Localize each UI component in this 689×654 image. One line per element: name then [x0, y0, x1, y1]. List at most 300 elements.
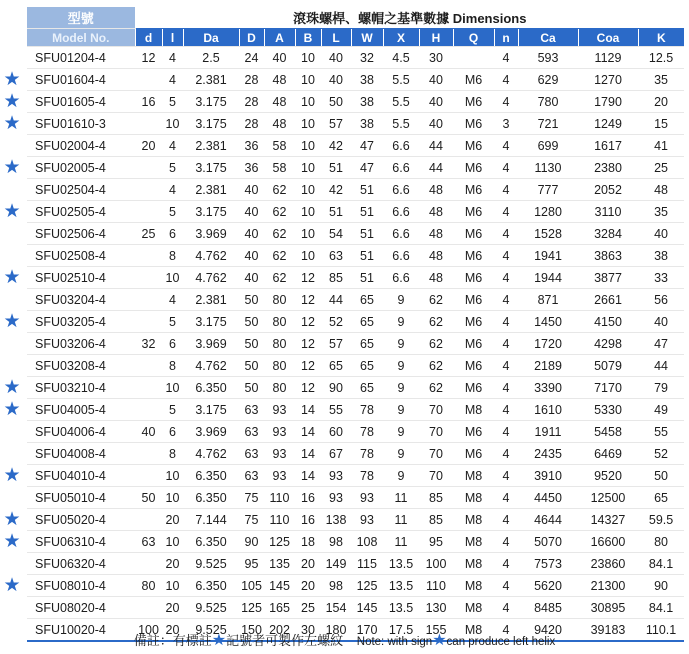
- cell-d: 63: [239, 465, 264, 487]
- cell-x: 6.6: [383, 179, 419, 201]
- cell-da: 3.969: [183, 333, 239, 355]
- cell-l: 4: [162, 69, 183, 91]
- cell-d: 16: [135, 91, 162, 113]
- cell-d: 40: [239, 201, 264, 223]
- cell-k: 12.5: [638, 47, 684, 69]
- cell-h: 48: [419, 245, 453, 267]
- model-cell: SFU03206-4: [27, 333, 135, 355]
- cell-coa: 5458: [578, 421, 638, 443]
- cell-h: 100: [419, 553, 453, 575]
- cell-n: 4: [494, 443, 518, 465]
- cell-h: 70: [419, 399, 453, 421]
- cell-coa: 1790: [578, 91, 638, 113]
- cell-b: 14: [295, 465, 321, 487]
- cell-b: 12: [295, 377, 321, 399]
- cell-a: 145: [264, 575, 295, 597]
- cell-q: M6: [453, 311, 494, 333]
- cell-l: 63: [321, 245, 351, 267]
- column-header-coa: Coa: [578, 29, 638, 47]
- dimensions-title: 滾珠螺桿、螺帽之基準數據 Dimensions: [135, 7, 684, 29]
- cell-w: 93: [351, 487, 383, 509]
- cell-a: 93: [264, 465, 295, 487]
- cell-l: 50: [321, 91, 351, 113]
- cell-ca: 2435: [518, 443, 578, 465]
- cell-l: 5: [162, 157, 183, 179]
- cell-k: 79: [638, 377, 684, 399]
- cell-b: 20: [295, 553, 321, 575]
- cell-da: 4.762: [183, 267, 239, 289]
- cell-q: [453, 47, 494, 69]
- cell-l: 10: [162, 377, 183, 399]
- cell-ca: 629: [518, 69, 578, 91]
- cell-d: [135, 245, 162, 267]
- cell-q: M6: [453, 289, 494, 311]
- cell-ca: 1450: [518, 311, 578, 333]
- model-cell: SFU03205-4: [27, 311, 135, 333]
- cell-x: 9: [383, 311, 419, 333]
- cell-coa: 3877: [578, 267, 638, 289]
- cell-b: 10: [295, 179, 321, 201]
- cell-l: 10: [162, 487, 183, 509]
- cell-k: 65: [638, 487, 684, 509]
- cell-q: M6: [453, 377, 494, 399]
- cell-n: 4: [494, 91, 518, 113]
- cell-n: 4: [494, 47, 518, 69]
- cell-h: 70: [419, 443, 453, 465]
- cell-l: 20: [162, 597, 183, 619]
- cell-ca: 721: [518, 113, 578, 135]
- cell-k: 15: [638, 113, 684, 135]
- cell-l: 10: [162, 575, 183, 597]
- cell-h: 62: [419, 355, 453, 377]
- table-row: [27, 487, 684, 509]
- column-header-l: L: [321, 29, 351, 47]
- cell-n: 4: [494, 135, 518, 157]
- note-en-before: Note: with sign: [356, 636, 433, 648]
- cell-a: 62: [264, 267, 295, 289]
- cell-coa: 1249: [578, 113, 638, 135]
- cell-a: 135: [264, 553, 295, 575]
- star-icon: ★: [3, 465, 21, 486]
- cell-k: 55: [638, 421, 684, 443]
- cell-q: M6: [453, 91, 494, 113]
- cell-q: M8: [453, 487, 494, 509]
- cell-h: 62: [419, 289, 453, 311]
- cell-x: 9: [383, 377, 419, 399]
- cell-coa: 21300: [578, 575, 638, 597]
- cell-a: 62: [264, 245, 295, 267]
- model-cell: SFU03208-4: [27, 355, 135, 377]
- cell-h: 44: [419, 135, 453, 157]
- cell-coa: 30895: [578, 597, 638, 619]
- table-row: [27, 575, 684, 597]
- cell-n: 4: [494, 245, 518, 267]
- model-cell: SFU02005-4: [27, 157, 135, 179]
- cell-x: 9: [383, 443, 419, 465]
- cell-a: 48: [264, 69, 295, 91]
- model-cell: SFU02505-4: [27, 201, 135, 223]
- cell-l: 44: [321, 289, 351, 311]
- cell-d: 75: [239, 487, 264, 509]
- cell-q: M6: [453, 223, 494, 245]
- table-row: [27, 47, 684, 69]
- cell-q: M6: [453, 245, 494, 267]
- cell-w: 108: [351, 531, 383, 553]
- cell-coa: 2661: [578, 289, 638, 311]
- cell-k: 80: [638, 531, 684, 553]
- cell-n: 4: [494, 399, 518, 421]
- cell-b: 12: [295, 355, 321, 377]
- cell-l: 67: [321, 443, 351, 465]
- cell-n: 4: [494, 531, 518, 553]
- cell-w: 65: [351, 289, 383, 311]
- cell-w: 51: [351, 267, 383, 289]
- cell-b: 10: [295, 245, 321, 267]
- cell-d: [135, 465, 162, 487]
- cell-k: 33: [638, 267, 684, 289]
- cell-a: 62: [264, 179, 295, 201]
- cell-w: 51: [351, 245, 383, 267]
- cell-coa: 7170: [578, 377, 638, 399]
- cell-d: 125: [239, 597, 264, 619]
- cell-l: 55: [321, 399, 351, 421]
- cell-w: 125: [351, 575, 383, 597]
- table-row: [27, 553, 684, 575]
- cell-l: 4: [162, 179, 183, 201]
- cell-da: 3.969: [183, 421, 239, 443]
- table-body: [27, 47, 684, 642]
- cell-k: 41: [638, 135, 684, 157]
- cell-h: 48: [419, 223, 453, 245]
- cell-n: 4: [494, 179, 518, 201]
- cell-l: 6: [162, 421, 183, 443]
- cell-w: 47: [351, 135, 383, 157]
- cell-k: 35: [638, 69, 684, 91]
- dimensions-table: [27, 7, 684, 642]
- cell-a: 80: [264, 333, 295, 355]
- table-row: [27, 377, 684, 399]
- cell-ca: 871: [518, 289, 578, 311]
- cell-a: 62: [264, 223, 295, 245]
- star-icon: ★: [3, 509, 21, 530]
- cell-l: 4: [162, 47, 183, 69]
- cell-da: 9.525: [183, 553, 239, 575]
- table-row: [27, 311, 684, 333]
- cell-coa: 23860: [578, 553, 638, 575]
- cell-n: 4: [494, 377, 518, 399]
- column-header-h: H: [419, 29, 453, 47]
- cell-q: M6: [453, 421, 494, 443]
- cell-a: 93: [264, 421, 295, 443]
- cell-ca: 1720: [518, 333, 578, 355]
- cell-a: 110: [264, 487, 295, 509]
- cell-x: 13.5: [383, 553, 419, 575]
- cell-coa: 14327: [578, 509, 638, 531]
- cell-l: 138: [321, 509, 351, 531]
- cell-da: 3.175: [183, 113, 239, 135]
- cell-a: 40: [264, 47, 295, 69]
- cell-w: 38: [351, 91, 383, 113]
- table-row: [27, 267, 684, 289]
- model-cell: SFU08020-4: [27, 597, 135, 619]
- cell-w: 32: [351, 47, 383, 69]
- cell-w: 115: [351, 553, 383, 575]
- cell-b: 10: [295, 157, 321, 179]
- cell-a: 93: [264, 399, 295, 421]
- cell-b: 12: [295, 333, 321, 355]
- cell-d: [135, 113, 162, 135]
- cell-da: 6.350: [183, 377, 239, 399]
- cell-d: 50: [239, 311, 264, 333]
- cell-x: 6.6: [383, 201, 419, 223]
- cell-h: 70: [419, 465, 453, 487]
- cell-coa: 5079: [578, 355, 638, 377]
- cell-b: 16: [295, 487, 321, 509]
- cell-k: 90: [638, 575, 684, 597]
- cell-h: 62: [419, 377, 453, 399]
- note-zh-before: 備註：有標註: [133, 633, 212, 648]
- cell-w: 65: [351, 311, 383, 333]
- note-zh-after: 記號者可製作左螺紋: [226, 633, 344, 648]
- cell-d: 40: [239, 179, 264, 201]
- cell-x: 9: [383, 399, 419, 421]
- cell-d: 63: [239, 421, 264, 443]
- column-header-b: B: [295, 29, 321, 47]
- cell-k: 59.5: [638, 509, 684, 531]
- cell-q: M8: [453, 509, 494, 531]
- cell-b: 10: [295, 223, 321, 245]
- table-row: [27, 91, 684, 113]
- table-row: [27, 443, 684, 465]
- cell-h: 30: [419, 47, 453, 69]
- cell-coa: 3110: [578, 201, 638, 223]
- cell-ca: 8485: [518, 597, 578, 619]
- model-header-zh: 型號: [27, 7, 135, 29]
- cell-b: 12: [295, 267, 321, 289]
- cell-ca: 4644: [518, 509, 578, 531]
- star-icon: ★: [3, 113, 21, 134]
- cell-n: 4: [494, 421, 518, 443]
- cell-da: 2.381: [183, 135, 239, 157]
- cell-h: 95: [419, 531, 453, 553]
- cell-l: 5: [162, 91, 183, 113]
- cell-k: 48: [638, 179, 684, 201]
- cell-d: [135, 69, 162, 91]
- table-row: [27, 531, 684, 553]
- cell-k: 38: [638, 245, 684, 267]
- note-en-after: can produce left helix: [446, 636, 556, 648]
- cell-d: 28: [239, 69, 264, 91]
- cell-x: 11: [383, 531, 419, 553]
- cell-l: 51: [321, 201, 351, 223]
- cell-d: 50: [239, 377, 264, 399]
- cell-k: 44: [638, 355, 684, 377]
- cell-l: 10: [162, 113, 183, 135]
- table-row: [27, 509, 684, 531]
- star-icon: ★: [3, 311, 21, 332]
- cell-d: [135, 399, 162, 421]
- cell-h: 48: [419, 179, 453, 201]
- cell-b: 10: [295, 113, 321, 135]
- cell-h: 44: [419, 157, 453, 179]
- cell-d: 40: [135, 421, 162, 443]
- cell-d: [135, 443, 162, 465]
- cell-da: 3.175: [183, 399, 239, 421]
- model-cell: SFU06320-4: [27, 553, 135, 575]
- cell-ca: 1911: [518, 421, 578, 443]
- cell-b: 14: [295, 443, 321, 465]
- cell-a: 125: [264, 531, 295, 553]
- model-cell: SFU10020-4: [27, 619, 135, 642]
- cell-ca: 593: [518, 47, 578, 69]
- cell-h: 40: [419, 69, 453, 91]
- cell-k: 40: [638, 223, 684, 245]
- cell-k: 84.1: [638, 553, 684, 575]
- cell-w: 93: [351, 509, 383, 531]
- cell-w: 65: [351, 377, 383, 399]
- cell-d: [135, 597, 162, 619]
- cell-coa: 2052: [578, 179, 638, 201]
- model-header-en: Model No.: [27, 29, 135, 47]
- cell-q: M6: [453, 333, 494, 355]
- table-row: [27, 465, 684, 487]
- cell-l: 20: [162, 619, 183, 642]
- cell-l: 149: [321, 553, 351, 575]
- model-cell: SFU02508-4: [27, 245, 135, 267]
- cell-q: M8: [453, 597, 494, 619]
- star-icon: ★: [3, 201, 21, 222]
- cell-q: M6: [453, 355, 494, 377]
- cell-coa: 1129: [578, 47, 638, 69]
- cell-l: 54: [321, 223, 351, 245]
- cell-da: 4.762: [183, 245, 239, 267]
- model-cell: SFU06310-4: [27, 531, 135, 553]
- cell-l: 5: [162, 201, 183, 223]
- cell-l: 85: [321, 267, 351, 289]
- cell-q: M8: [453, 575, 494, 597]
- cell-ca: 4450: [518, 487, 578, 509]
- cell-b: 14: [295, 421, 321, 443]
- cell-da: 3.175: [183, 201, 239, 223]
- cell-da: 3.175: [183, 311, 239, 333]
- cell-a: 62: [264, 201, 295, 223]
- cell-d: 36: [239, 135, 264, 157]
- cell-d: [135, 377, 162, 399]
- cell-l: 57: [321, 113, 351, 135]
- cell-l: 20: [162, 553, 183, 575]
- cell-coa: 3284: [578, 223, 638, 245]
- cell-da: 4.762: [183, 443, 239, 465]
- cell-da: 2.381: [183, 179, 239, 201]
- cell-a: 48: [264, 91, 295, 113]
- star-icon: ★: [3, 575, 21, 596]
- cell-a: 58: [264, 135, 295, 157]
- cell-ca: 3390: [518, 377, 578, 399]
- model-cell: SFU04005-4: [27, 399, 135, 421]
- star-icon: ★: [3, 91, 21, 112]
- star-icon: ★: [3, 69, 21, 90]
- cell-k: 84.1: [638, 597, 684, 619]
- cell-l: 93: [321, 487, 351, 509]
- cell-x: 9: [383, 289, 419, 311]
- cell-l: 5: [162, 399, 183, 421]
- cell-q: M8: [453, 531, 494, 553]
- model-cell: SFU01610-3: [27, 113, 135, 135]
- cell-ca: 1130: [518, 157, 578, 179]
- cell-k: 52: [638, 443, 684, 465]
- spec-table-container: [27, 7, 684, 642]
- table-row: [27, 421, 684, 443]
- cell-coa: 1270: [578, 69, 638, 91]
- cell-q: M6: [453, 201, 494, 223]
- cell-ca: 7573: [518, 553, 578, 575]
- cell-q: M8: [453, 465, 494, 487]
- star-icon: ★: [211, 632, 227, 649]
- cell-n: 4: [494, 311, 518, 333]
- cell-x: 13.5: [383, 575, 419, 597]
- cell-da: 6.350: [183, 531, 239, 553]
- cell-d: 50: [239, 333, 264, 355]
- cell-b: 10: [295, 69, 321, 91]
- cell-d: 12: [135, 47, 162, 69]
- table-row: [27, 333, 684, 355]
- column-header-ca: Ca: [518, 29, 578, 47]
- cell-a: 110: [264, 509, 295, 531]
- cell-coa: 4298: [578, 333, 638, 355]
- star-icon: ★: [3, 531, 21, 552]
- cell-l: 8: [162, 443, 183, 465]
- cell-a: 165: [264, 597, 295, 619]
- cell-b: 18: [295, 531, 321, 553]
- column-header-w: W: [351, 29, 383, 47]
- cell-l: 10: [162, 531, 183, 553]
- cell-ca: 1280: [518, 201, 578, 223]
- cell-d: 40: [239, 245, 264, 267]
- cell-l: 20: [162, 509, 183, 531]
- cell-da: 7.144: [183, 509, 239, 531]
- table-row: [27, 223, 684, 245]
- model-cell: SFU02504-4: [27, 179, 135, 201]
- cell-n: 4: [494, 333, 518, 355]
- cell-l: 6: [162, 223, 183, 245]
- cell-w: 78: [351, 465, 383, 487]
- cell-ca: 699: [518, 135, 578, 157]
- cell-h: 48: [419, 201, 453, 223]
- cell-d: 63: [239, 443, 264, 465]
- cell-a: 93: [264, 443, 295, 465]
- cell-l: 98: [321, 575, 351, 597]
- cell-coa: 1617: [578, 135, 638, 157]
- cell-k: 35: [638, 201, 684, 223]
- cell-k: 110.1: [638, 619, 684, 642]
- cell-x: 5.5: [383, 113, 419, 135]
- cell-n: 4: [494, 355, 518, 377]
- cell-n: 4: [494, 201, 518, 223]
- cell-da: 9.525: [183, 597, 239, 619]
- cell-b: 30: [295, 619, 321, 642]
- cell-l: 60: [321, 421, 351, 443]
- cell-a: 80: [264, 311, 295, 333]
- model-cell: SFU05020-4: [27, 509, 135, 531]
- cell-da: 6.350: [183, 487, 239, 509]
- cell-h: 85: [419, 509, 453, 531]
- column-header-l: l: [162, 29, 183, 47]
- cell-x: 9: [383, 465, 419, 487]
- model-cell: SFU02510-4: [27, 267, 135, 289]
- cell-k: 25: [638, 157, 684, 179]
- cell-h: 70: [419, 421, 453, 443]
- model-cell: SFU08010-4: [27, 575, 135, 597]
